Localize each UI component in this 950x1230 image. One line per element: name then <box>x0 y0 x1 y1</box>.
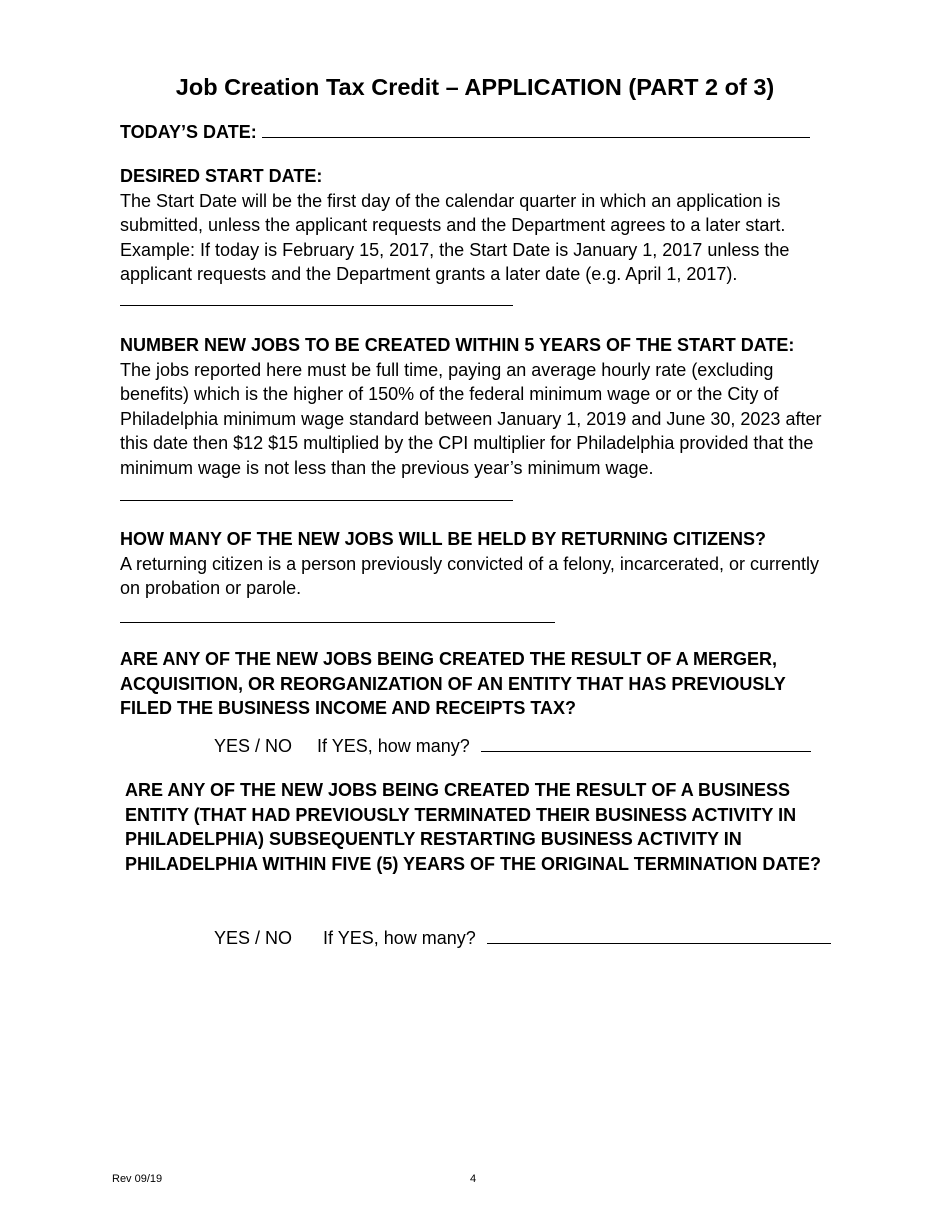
returning-citizens-section <box>120 527 840 601</box>
returning-citizens-heading: HOW MANY OF THE NEW JOBS WILL BE HELD BY RETURNING CITIZENS? <box>120 529 767 549</box>
restart-question-section <box>125 778 845 876</box>
page-title: Job Creation Tax Credit – APPLICATION (PART 2 of 3) <box>175 74 775 100</box>
merger-answer-row <box>214 733 811 759</box>
returning-citizens-answer-line[interactable] <box>120 622 555 623</box>
new-jobs-heading: NUMBER NEW JOBS TO BE CREATED WITHIN 5 YEARS OF THE START DATE: <box>120 335 795 355</box>
restart-yes-no[interactable]: YES / NO <box>214 928 293 948</box>
desired-start-date-section <box>120 164 840 287</box>
new-jobs-description: The jobs reported here must be full time, paying an average hourly rate (excluding benefits) which is the higher of 150% of the federal minimum wage or or the City of Philadelphia minimum wage standard between January 1, 2019 and June 30, 2023 after this date then $12 $15 multiplied by the CPI multiplier for Philadelphia provided that the minimum wage is not less than the previous year’s minimum wage. <box>120 359 822 478</box>
restart-how-many-line[interactable] <box>487 929 831 944</box>
todays-date-field <box>120 118 840 146</box>
new-jobs-section <box>120 333 840 480</box>
merger-yes-no[interactable]: YES / NO <box>214 736 293 756</box>
desired-start-date-answer-line[interactable] <box>120 305 513 306</box>
merger-how-many-label: If YES, how many? <box>317 736 470 756</box>
merger-question-section <box>120 647 835 721</box>
todays-date-label: TODAY’S DATE: <box>120 122 257 142</box>
todays-date-line[interactable] <box>262 123 810 138</box>
merger-question-heading: ARE ANY OF THE NEW JOBS BEING CREATED THE RESULT OF A MERGER, ACQUISITION, OR REORGANIZATION OF AN ENTITY THAT HAS PREVIOUSLY FILED THE BUSINESS INCOME AND RECEIPTS TAX? <box>120 649 786 718</box>
new-jobs-answer-line[interactable] <box>120 500 513 501</box>
restart-answer-row <box>214 925 831 951</box>
restart-how-many-label: If YES, how many? <box>323 928 476 948</box>
page-number: 4 <box>470 1173 477 1185</box>
restart-question-heading: ARE ANY OF THE NEW JOBS BEING CREATED THE RESULT OF A BUSINESS ENTITY (THAT HAD PREVIOUSLY TERMINATED THEIR BUSINESS ACTIVITY IN PHILADELPHIA) SUBSEQUENTLY RESTARTING BUSINESS ACTIVITY IN PHILADELPHIA WITHIN FIVE (5) YEARS OF THE ORIGINAL TERMINATION DATE? <box>125 780 822 874</box>
desired-start-date-description: The Start Date will be the first day of the calendar quarter in which an application is submitted, unless the applicant requests and the Department agrees to a later start. Example: If today is February 15, 2017, the Start Date is January 1, 2017 unless the applicant requests and the Department grants a later date (e.g. April 1, 2017). <box>120 190 790 284</box>
revision-label: Rev 09/19 <box>112 1173 163 1185</box>
desired-start-date-heading: DESIRED START DATE: <box>120 166 323 186</box>
merger-how-many-line[interactable] <box>481 737 811 752</box>
returning-citizens-description: A returning citizen is a person previously convicted of a felony, incarcerated, or currently on probation or parole. <box>120 553 820 598</box>
